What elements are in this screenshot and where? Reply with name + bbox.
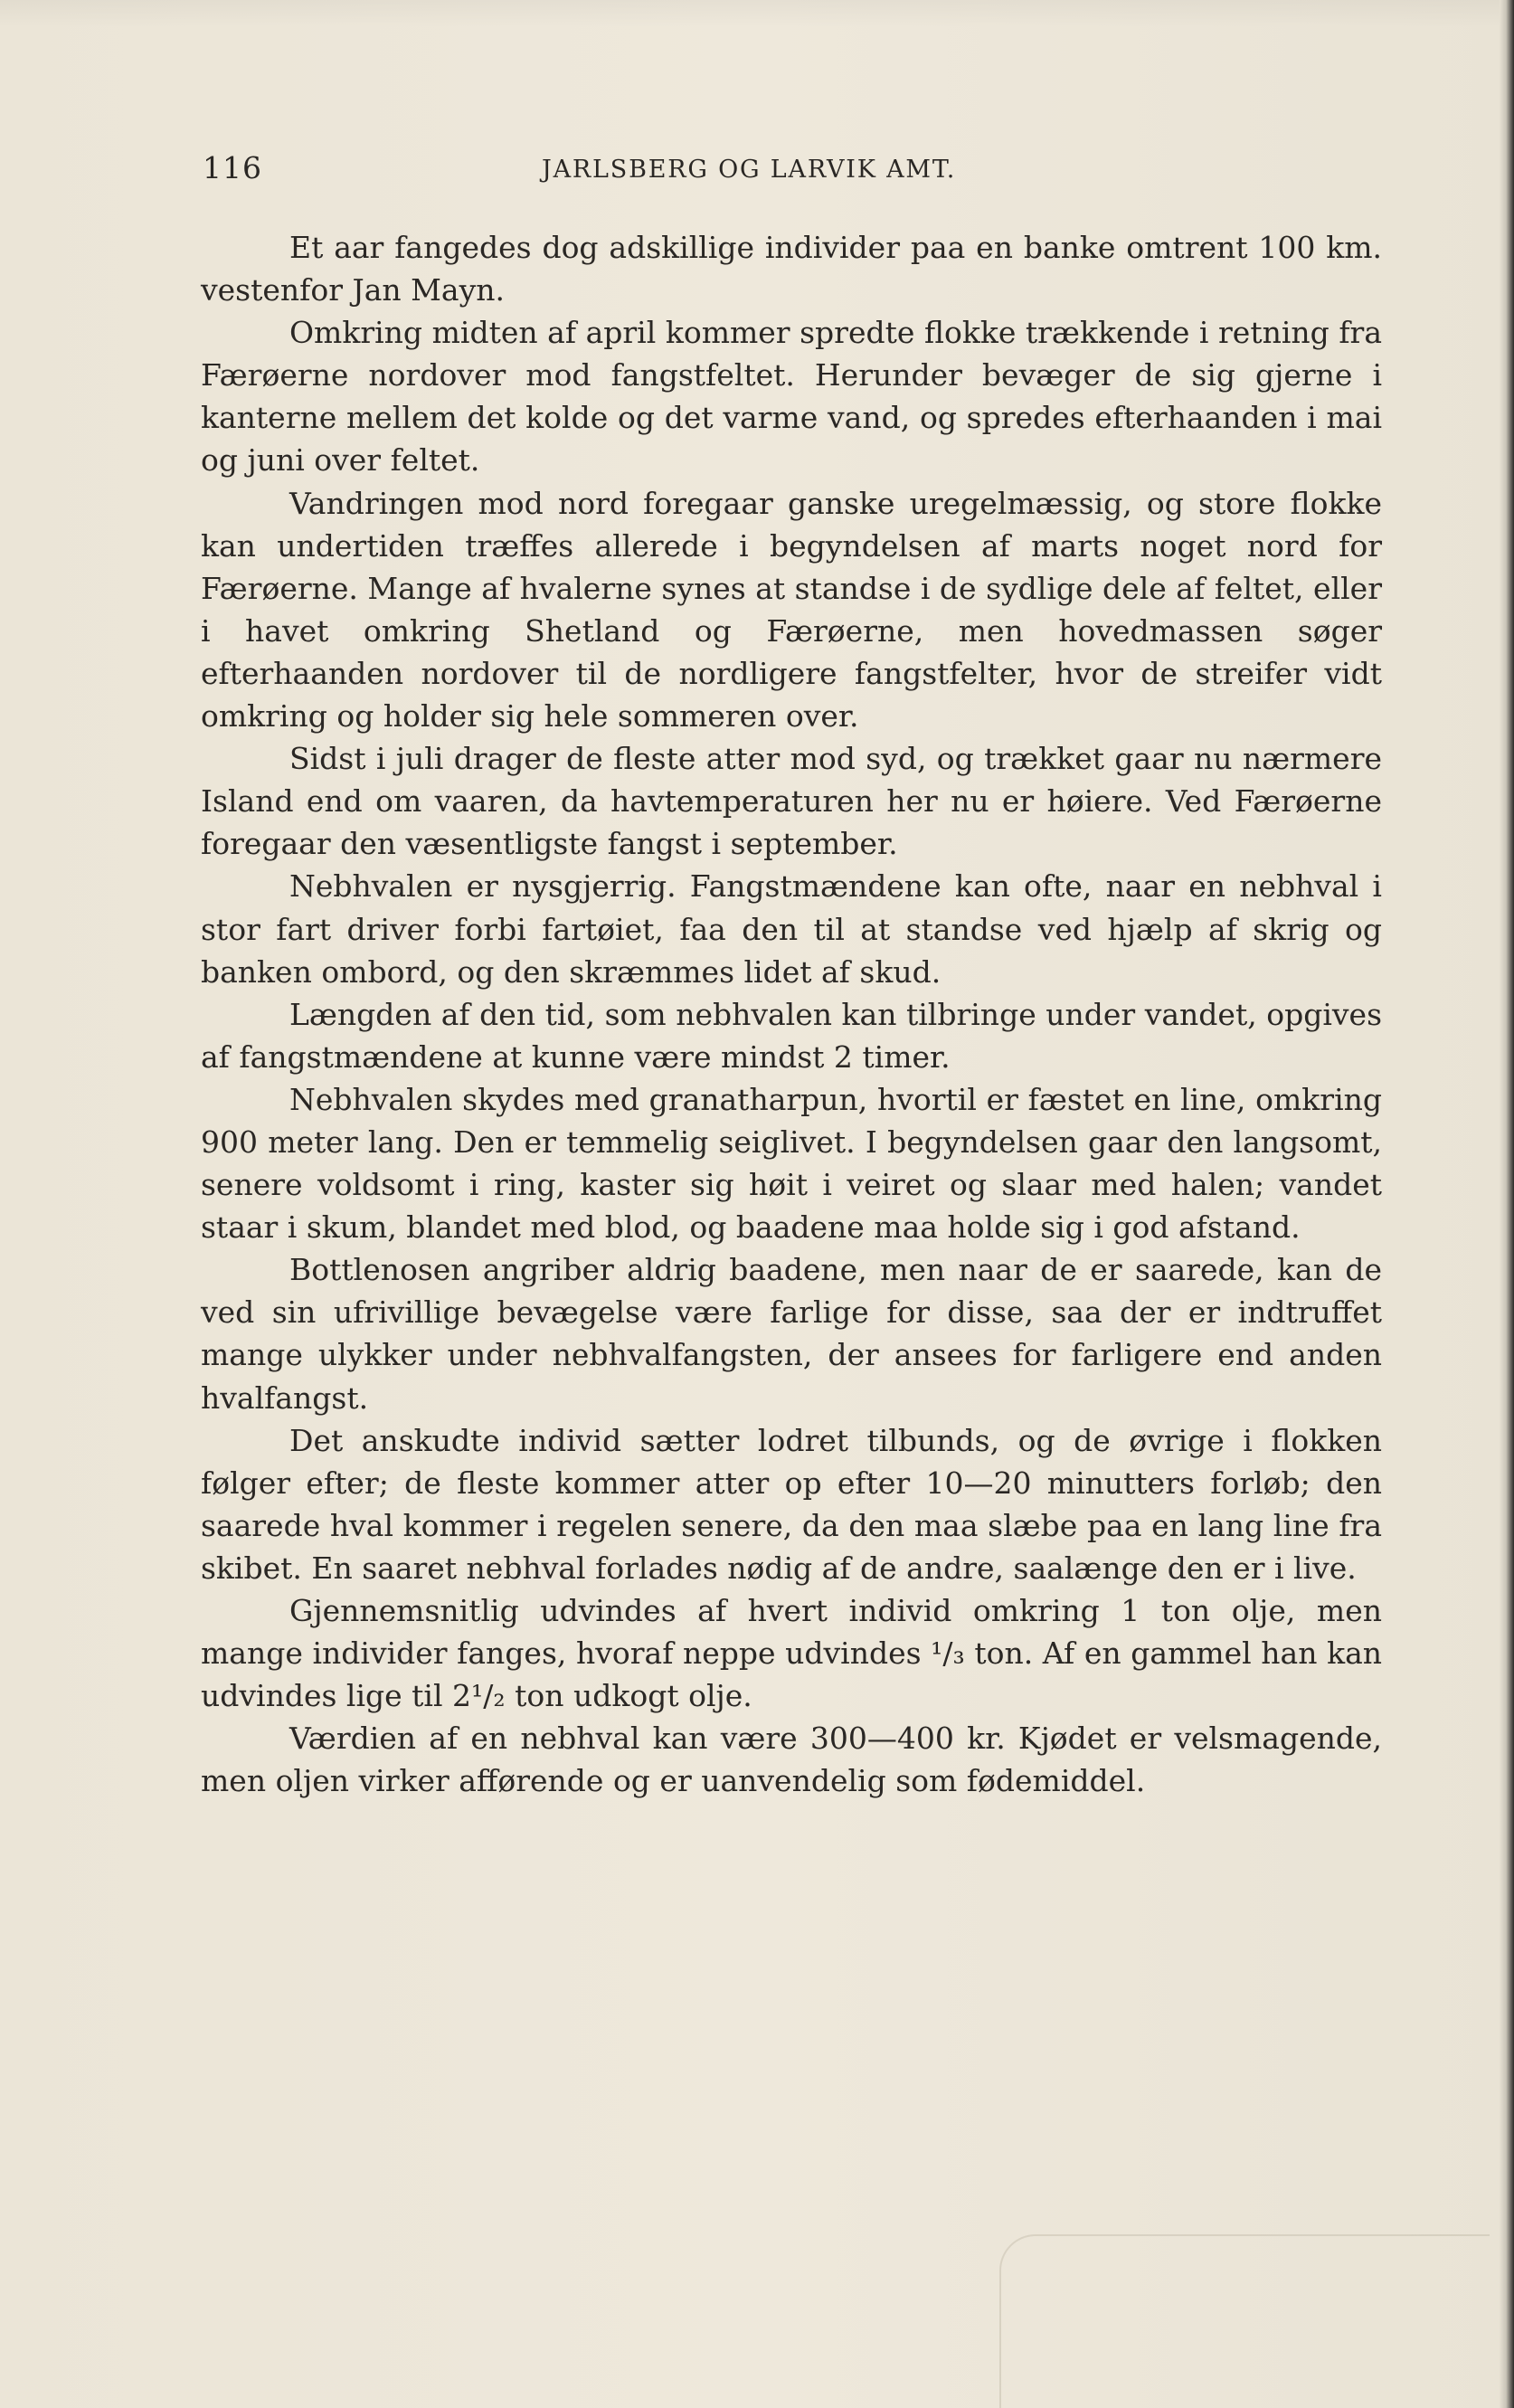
- page-smudge-mark: [999, 2234, 1490, 2408]
- running-head: JARLSBERG OG LARVIK AMT.: [542, 156, 957, 184]
- paragraph-3: Vandringen mod nord foregaar ganske uregelmæssig, og store flokke kan undertiden træffes allerede i begyndelsen af marts noget nord for Færøerne. Mange af hvalerne synes at standse i de sydlige dele af feltet, eller i havet omkring Shetland og Færøerne, men hovedmassen søger efterhaanden nordover til de nordligere fangstfelter, hvor de streifer vidt omkring og holder sig hele sommeren over.: [201, 485, 1382, 735]
- page-header: [203, 150, 1396, 195]
- body-text: [201, 226, 1382, 1802]
- paragraph-8: Bottlenosen angriber aldrig baadene, men naar de er saarede, kan de ved sin ufrivillige bevægelse være farlige for disse, saa der er indtruffet mange ulykker under nebhvalfangsten, der ansees for farligere end anden hvalfangst.: [201, 1252, 1382, 1416]
- paragraph-7: Nebhvalen skydes med granatharpun, hvortil er fæstet en line, omkring 900 meter lang. Den er temmelig seiglivet. I begyndelsen gaar den langsomt, senere voldsomt i ring, kaster sig høit i veiret og slaar med halen; vandet staar i skum, blandet med blod, og baadene maa holde sig i god afstand.: [201, 1081, 1382, 1246]
- paragraph-2: Omkring midten af april kommer spredte flokke trækkende i retning fra Færøerne nordover mod fangstfeltet. Herunder bevæger de sig gjerne i kanterne mellem det kolde og det varme vand, og spredes efterhaanden i mai og juni over feltet.: [201, 315, 1382, 479]
- page-binding-edge: [1500, 0, 1514, 2408]
- page-number: 116: [203, 150, 262, 185]
- paragraph-10: Gjennemsnitlig udvindes af hvert individ omkring 1 ton olje, men mange individer fanges, hvoraf neppe udvindes ¹/₃ ton. Af en gammel han kan udvindes lige til 2¹/₂ ton udkogt olje.: [201, 1593, 1382, 1714]
- paragraph-5: Nebhvalen er nysgjerrig. Fangstmændene kan ofte, naar en nebhval i stor fart driver forbi fartøiet, faa den til at standse ved hjælp af skrig og banken ombord, og den skræmmes lidet af skud.: [201, 868, 1382, 990]
- paragraph-11: Værdien af en nebhval kan være 300—400 kr. Kjødet er velsmagende, men oljen virker afførende og er uanvendelig som fødemiddel.: [201, 1721, 1382, 1799]
- paragraph-4: Sidst i juli drager de fleste atter mod syd, og trækket gaar nu nærmere Island end om vaaren, da havtemperaturen her nu er høiere. Ved Færøerne foregaar den væsentligste fangst i september.: [201, 741, 1382, 862]
- page-top-shadow: [0, 0, 1514, 27]
- paragraph-9: Det anskudte individ sætter lodret tilbunds, og de øvrige i flokken følger efter; de fleste kommer atter op efter 10—20 minutters forløb; den saarede hval kommer i regelen senere, da den maa slæbe paa en lang line fra skibet. En saaret nebhval forlades nødig af de andre, saalænge den er i live.: [201, 1422, 1382, 1586]
- paragraph-6: Længden af den tid, som nebhvalen kan tilbringe under vandet, opgives af fangstmændene at kunne være mindst 2 timer.: [201, 996, 1382, 1075]
- paragraph-1: Et aar fangedes dog adskillige individer paa en banke omtrent 100 km. vestenfor Jan Mayn.: [201, 230, 1382, 308]
